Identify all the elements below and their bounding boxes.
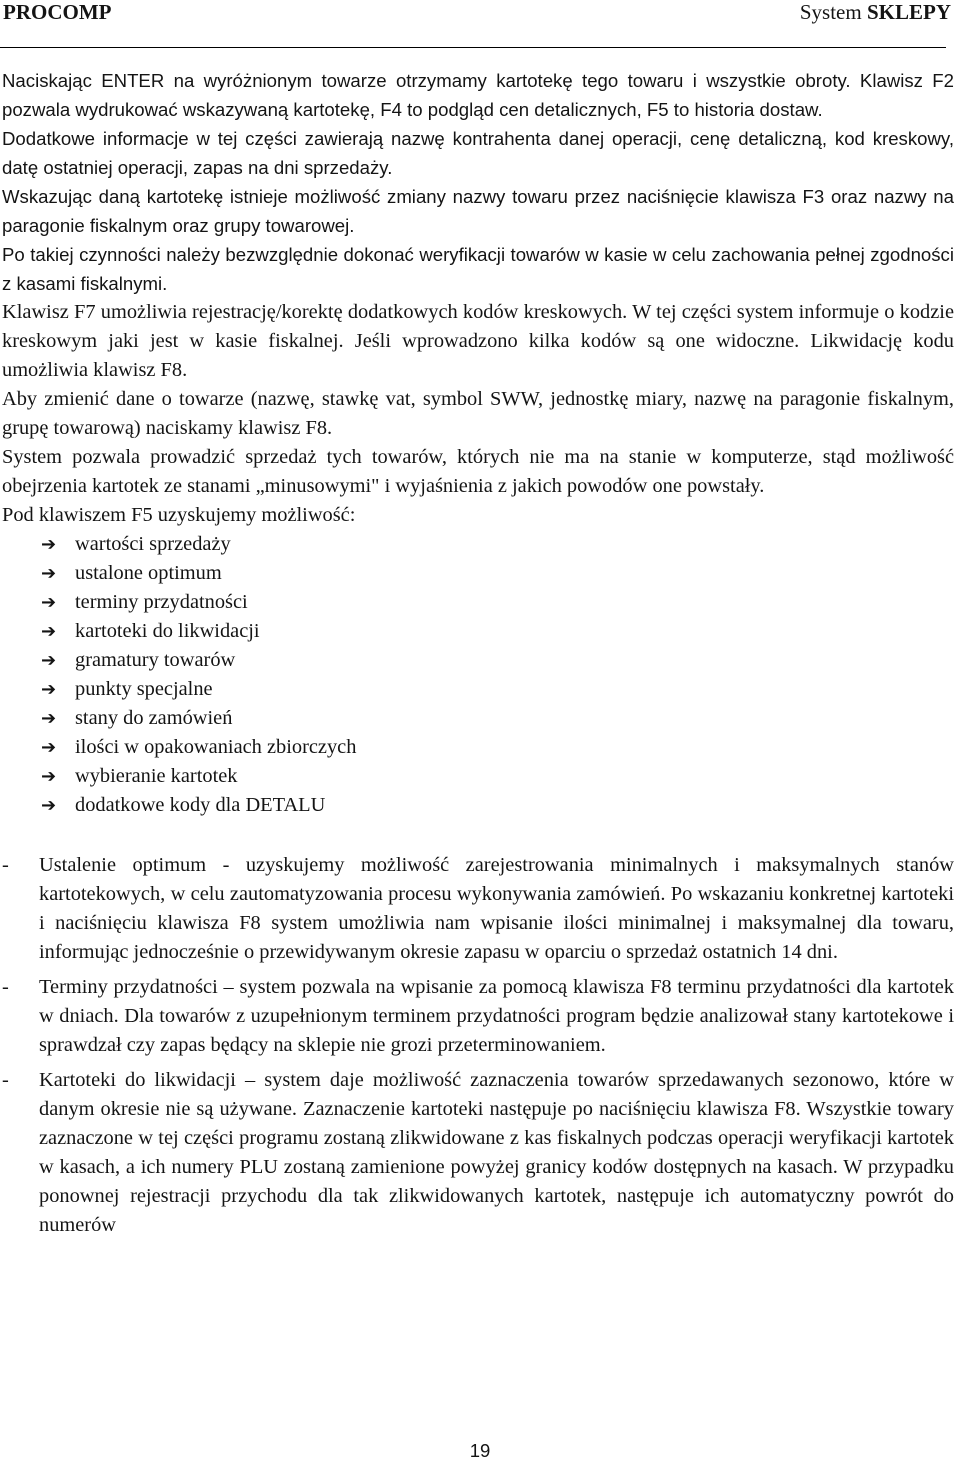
dash-bullet: - [2, 976, 9, 998]
list-item [2, 675, 954, 704]
arrow-icon: ➔ [41, 708, 57, 729]
arrow-icon: ➔ [41, 766, 57, 787]
page-number: 19 [469, 1440, 491, 1461]
paragraph-verification: Po takiej czynności należy bezwzględnie dokonać weryfikacji towarów w kasie w celu zachowania pełnej zgodności z kasami fiskalnymi. [2, 244, 954, 294]
list-item-label: ustalone optimum [75, 562, 222, 584]
arrow-icon: ➔ [41, 592, 57, 613]
list-item-label: wybieranie kartotek [75, 765, 238, 787]
header-system-name: SKLEPY [866, 0, 951, 24]
paragraph-negative-stock: System pozwala prowadzić sprzedaż tych towarów, których nie ma na stanie w komputerze, stąd możliwość obejrzenia kartotek ze stanami „minusowymi" i wyjaśnienia z jakich powodów one powstały. [2, 446, 954, 497]
list-item-label: wartości sprzedaży [75, 533, 231, 555]
list-item-label: ilości w opakowaniach zbiorczych [75, 736, 357, 758]
arrow-icon: ➔ [41, 650, 57, 671]
dash-item-text: Ustalenie optimum - uzyskujemy możliwość zarejestrowania minimalnych i maksymalnych stanów kartotekowych, w celu zautomatyzowania procesu wykonywania zamówień. Po wskazaniu konkretnej kartoteki i naciśnięciu klawisza F8 system umożliwia nam wpisanie ilości minimalnej i maksymalnej dla towaru, informując jednocześnie o przewidywanym okresie zapasu w oparciu o sprzedaż ostatnich 14 dni. [39, 854, 954, 963]
header-system [800, 0, 951, 24]
paragraph-enter-card: Naciskając ENTER na wyróżnionym towarze otrzymamy kartotekę tego towaru i wszystkie obroty. Klawisz F2 pozwala wydrukować wskazywaną kartotekę, F4 to podgląd cen detalicznych, F5 to historia dostaw. [2, 70, 954, 120]
header-system-prefix: System [799, 0, 867, 24]
arrow-icon: ➔ [41, 621, 57, 642]
paragraph-edit-product: Aby zmienić dane o towarze (nazwę, stawkę vat, symbol SWW, jednostkę miary, nazwę na paragonie fiskalnym, grupę towarową) naciskamy klawisz F8. [2, 388, 954, 439]
list-item-label: gramatury towarów [75, 649, 236, 671]
list-item [2, 588, 954, 617]
arrow-icon: ➔ [41, 563, 57, 584]
header-rule [0, 47, 946, 48]
list-item [2, 733, 954, 762]
arrow-icon: ➔ [41, 795, 57, 816]
dash-item-expiry [2, 973, 954, 1060]
list-item [2, 559, 954, 588]
dash-item-optimum [2, 851, 954, 967]
arrow-icon: ➔ [41, 534, 57, 555]
page-body [2, 66, 954, 1246]
dash-item-text: Terminy przydatności – system pozwala na wpisanie za pomocą klawisza F8 terminu przydatności dla kartotek w dniach. Dla towarów z uzupełnionym terminem przydatności program będzie analizował stany kartotekowe i sprawdzał czy zapas będący na sklepie nie grozi przeterminowaniem. [39, 976, 954, 1056]
paragraph-rename: Wskazując daną kartotekę istnieje możliwość zmiany nazwy towaru przez naciśnięcie klawisza F3 oraz nazwy na paragonie fiskalnym oraz grupy towarowej. [2, 186, 954, 236]
paragraph-barcodes: Klawisz F7 umożliwia rejestrację/korektę dodatkowych kodów kreskowych. W tej części system informuje o kodzie kreskowym jaki jest w kasie fiskalnej. Jeśli wprowadzono kilka kodów są one widoczne. Likwidację kodu umożliwia klawisz F8. [2, 301, 954, 381]
dash-bullet: - [2, 1069, 9, 1091]
list-item-label: terminy przydatności [75, 591, 248, 613]
list-item-label: stany do zamówień [75, 707, 233, 729]
dash-item-liquidation [2, 1066, 954, 1240]
dash-bullet: - [2, 854, 9, 876]
list-item-label: dodatkowe kody dla DETALU [75, 794, 326, 816]
arrow-icon: ➔ [41, 679, 57, 700]
list-item [2, 530, 954, 559]
list-item [2, 617, 954, 646]
list-item [2, 762, 954, 791]
list-item [2, 704, 954, 733]
list-item [2, 646, 954, 675]
section-gap [2, 820, 954, 851]
paragraph-f5-intro: Pod klawiszem F5 uzyskujemy możliwość: [2, 504, 356, 526]
f5-options-list [2, 530, 954, 820]
paragraph-additional-info: Dodatkowe informacje w tej części zawierają nazwę kontrahenta danej operacji, cenę detaliczną, kod kreskowy, datę ostatniej operacji, zapas na dni sprzedaży. [2, 128, 954, 178]
arrow-icon: ➔ [41, 737, 57, 758]
list-item-label: punkty specjalne [75, 678, 213, 700]
dash-item-text: Kartoteki do likwidacji – system daje możliwość zaznaczenia towarów sprzedawanych sezonowo, które w danym okresie nie są używane. Zaznaczenie kartoteki następuje po naciśnięciu klawisza F8. Wszystkie towary zaznaczone w tej części programu zostaną zlikwidowane z kas fiskalnych podczas operacji weryfikacji kartotek w kasach, a ich numery PLU zostaną zamienione powyżej granicy kodów dostępnych na kasach. W przypadku ponownej rejestracji przychodu dla tak zlikwidowanych kartotek, następuje ich automatyczny powrót do numerów [39, 1069, 954, 1236]
list-item [2, 791, 954, 820]
header-company: PROCOMP [3, 0, 112, 24]
list-item-label: kartoteki do likwidacji [75, 620, 260, 642]
